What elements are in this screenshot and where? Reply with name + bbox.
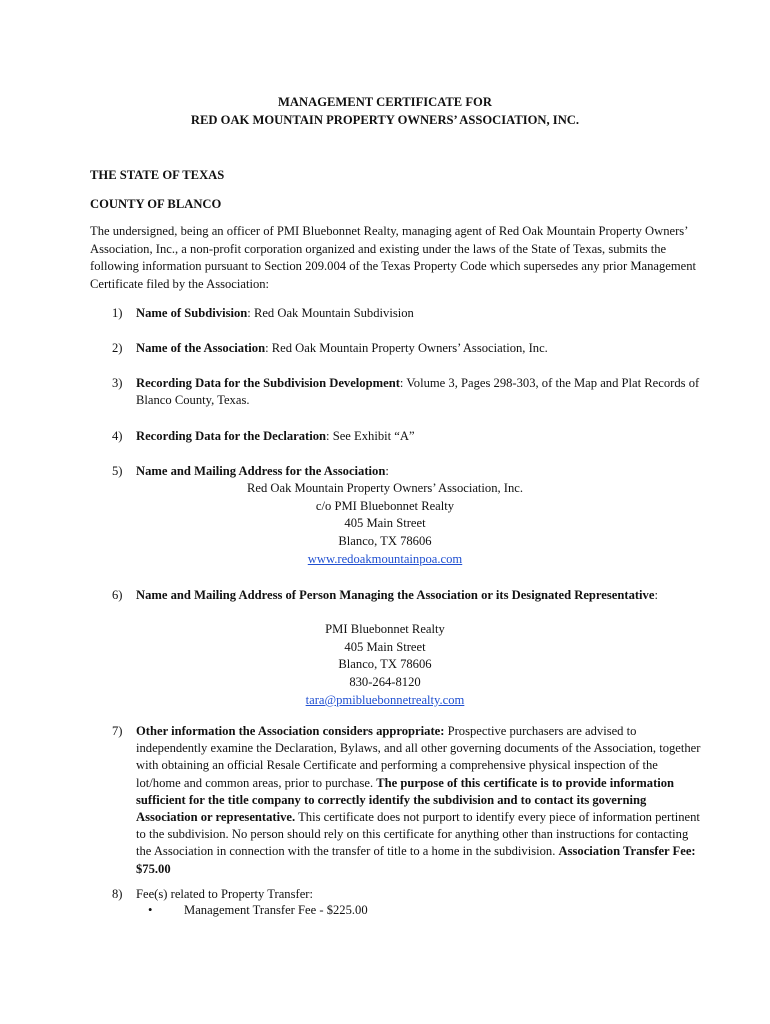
manager-address [0,621,770,709]
address-line: Red Oak Mountain Property Owners’ Association, Inc. [246,481,524,495]
address-line: Blanco, TX 78606 [338,534,432,549]
item-number: 6) [112,588,123,602]
item-number: 4) [112,429,123,443]
item-label: Name and Mailing Address of Person Managing the Association or its Designated Representative [136,588,655,602]
doc-title-line2: RED OAK MOUNTAIN PROPERTY OWNERS’ ASSOCIATION, INC. [190,113,580,127]
address-line: 405 Main Street [344,516,426,531]
item-text: Red Oak Mountain Property Owners’ Association, Inc. [271,341,548,355]
fee-bullet-item [148,903,368,918]
county-heading: COUNTY OF BLANCO [90,197,222,211]
item-number: 2) [112,341,123,355]
intro-paragraph: The undersigned, being an officer of PMI Bluebonnet Realty, managing agent of Red Oak Mountain Property Owners’ Association, Inc., a non-profit corporation organized and existing under the laws of the State of Texas, submits the following information pursuant to Section 209.004 of the Texas Property Code which supersedes any prior Management Certificate filed by the Association: [90,224,697,291]
item-label: Name of the Association [136,341,266,355]
item-label: Recording Data for the Subdivision Development [136,376,400,390]
website-link[interactable]: www.redoakmountainpoa.com [307,551,463,566]
email-link[interactable]: tara@pmibluebonnetrealty.com [305,692,465,707]
phone-number: 830-264-8120 [349,675,421,690]
item-8 [112,886,702,903]
item-3: 3) Recording Data for the Subdivision Development: Volume 3, Pages 298-303, of the Map and Plat Records of Blanco County, Texas. [112,376,700,408]
item-number: 1) [112,306,123,320]
address-line: 405 Main Street [344,639,426,654]
fee-text: Management Transfer Fee - $225.00 [184,903,368,917]
item-label: Name of Subdivision [136,306,248,320]
item-text: Red Oak Mountain Subdivision [253,306,414,320]
item-number: 8) [112,887,123,901]
address-line: Blanco, TX 78606 [338,657,432,672]
item-label: Recording Data for the Declaration [136,429,327,443]
association-address [0,480,770,568]
address-line: c/o PMI Bluebonnet Realty [315,498,455,513]
state-heading: THE STATE OF TEXAS [90,168,225,182]
bullet-icon: • [148,903,153,917]
item-number: 5) [112,464,123,478]
item-text: Fee(s) related to Property Transfer: [136,887,313,901]
item-number: 7) [112,724,123,738]
item-4: 4) Recording Data for the Declaration: See Exhibit “A” [112,428,702,445]
transfer-fee-statement: Association Transfer Fee: $75.00 [136,844,696,876]
item-text: See Exhibit “A” [332,429,415,443]
item-label: Other information the Association considers appropriate: [136,724,445,738]
item-7: 7) Other information the Association considers appropriate: Prospective purchasers are advised to independently examine the Declaration, Bylaws, and all other governing documents of the Association, together with obtaining an official Resale Certificate and performing a comprehensive physical inspection of the lot/home and common areas, prior to purchase. The purpose of this certificate is to provide information sufficient for the title company to correctly identify the subdivision and to contact its governing Association or representative. This certificate does not purport to identify every piece of information pertinent to the subdivision. No person should rely on this certificate for anything other than instructions for contacting the Association in connection with the transfer of title to a home in the subdivision. Association Transfer Fee: $75.00 [112,724,701,876]
purpose-statement: The purpose of this certificate is to provide information sufficient for the title company to correctly identify the subdivision and to contact its governing Association or representative. [136,775,675,825]
item-2: 2) Name of the Association: Red Oak Mountain Property Owners’ Association, Inc. [112,340,702,357]
doc-title-line1: MANAGEMENT CERTIFICATE FOR [278,95,492,109]
item-1: 1) Name of Subdivision: Red Oak Mountain Subdivision [112,305,702,322]
item-label: Name and Mailing Address for the Association [136,464,386,478]
address-line: PMI Bluebonnet Realty [325,622,445,636]
item-number: 3) [112,376,123,390]
item-text: Volume 3, Pages 298-303, of the Map and Plat Records of Blanco County, Texas. [136,376,700,408]
item-6: 6) Name and Mailing Address of Person Managing the Association or its Designated Representative: [112,587,702,604]
item-5: 5) Name and Mailing Address for the Association: [112,463,702,480]
